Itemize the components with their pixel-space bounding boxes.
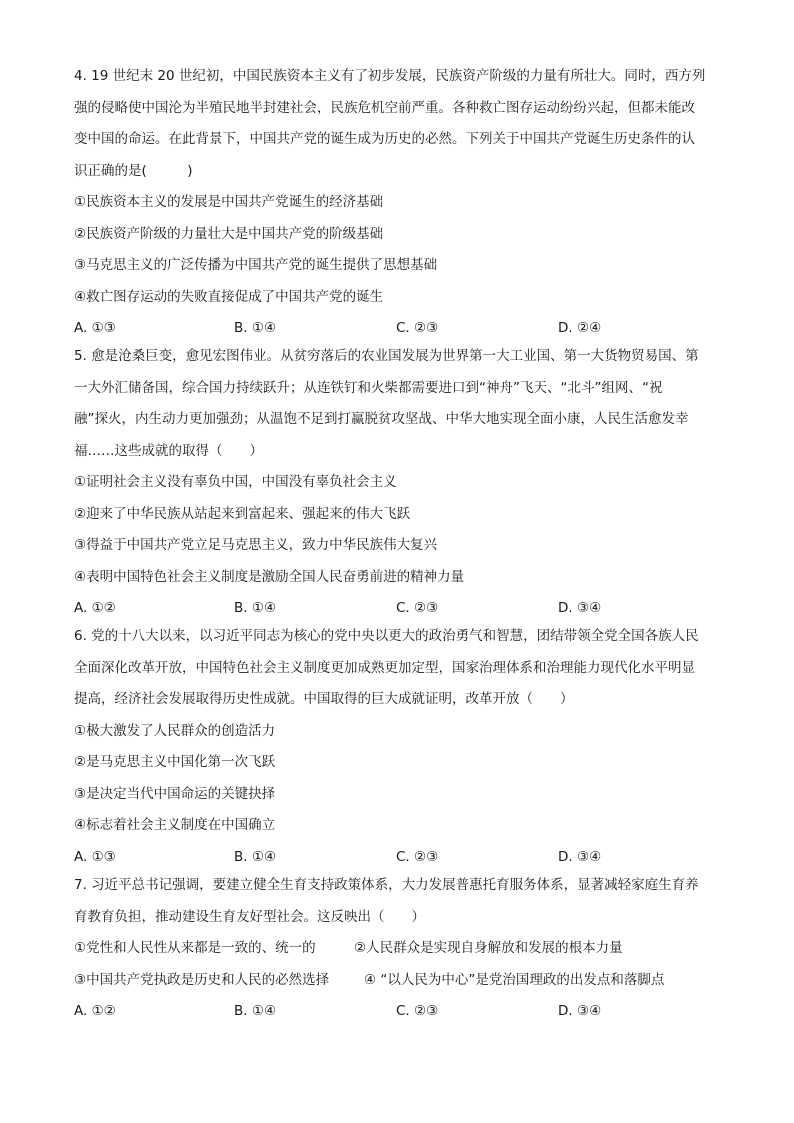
choice-a: A. ①② xyxy=(74,1003,116,1019)
choice-c: C. ②③ xyxy=(396,1003,439,1019)
answer-choices xyxy=(74,313,724,345)
question-stem-line: 全面深化改革开放，中国特色社会主义制度更加成熟更加定型，国家治理体系和治理能力现代化水平明显 xyxy=(74,659,695,676)
statement-option: ②人民群众是实现自身解放和发展的根本力量 xyxy=(354,940,623,956)
question-6 xyxy=(74,621,724,873)
question-stem-line: 福……这些成就的取得（ ） xyxy=(74,442,263,459)
question-stem-line: 变中国的命运。在此背景下，中国共产党的诞生成为历史的必然。下列关于中国共产党诞生历史条件的认 xyxy=(74,131,695,147)
answer-choices xyxy=(74,842,724,874)
question-7 xyxy=(74,870,724,1028)
statement-option: ②民族资产阶级的力量壮大是中国共产党的阶级基础 xyxy=(74,225,384,242)
statement-option: ①极大激发了人民群众的创造活力 xyxy=(74,722,276,739)
choice-d: D. ②④ xyxy=(558,320,602,336)
choice-c: C. ②③ xyxy=(396,320,439,336)
question-stem-line: 识正确的是( ) xyxy=(74,162,193,179)
statement-option: ③马克思主义的广泛传播为中国共产党的诞生提供了思想基础 xyxy=(74,257,438,273)
statement-option: ①证明社会主义没有辜负中国，中国没有辜负社会主义 xyxy=(74,474,397,490)
statement-option: ①党性和人民性从来都是一致的、统一的 xyxy=(74,940,316,956)
statement-option: ④ “以人民为中心”是党治国理政的出发点和落脚点 xyxy=(364,971,665,988)
statement-option-row xyxy=(74,965,724,997)
question-5 xyxy=(74,341,724,625)
question-stem-line: 提高，经济社会发展取得历史性成就。中国取得的巨大成就证明，改革开放（ ） xyxy=(74,691,574,707)
choice-c: C. ②③ xyxy=(396,600,439,616)
choice-b: B. ①④ xyxy=(234,848,277,865)
answer-choices xyxy=(74,593,724,625)
statement-option: ④标志着社会主义制度在中国确立 xyxy=(74,817,276,833)
statement-option: ④表明中国特色社会主义制度是激励全国人民奋勇前进的精神力量 xyxy=(74,568,465,585)
question-stem-line: 7. 习近平总书记强调，要建立健全生育支持政策体系，大力发展普惠托育服务体系，显著减轻家庭生育养 xyxy=(74,877,699,893)
statement-option: ②迎来了中华民族从站起来到富起来、强起来的伟大飞跃 xyxy=(74,505,411,522)
choice-a: A. ①③ xyxy=(74,320,116,336)
choice-d: D. ③④ xyxy=(558,848,602,865)
choice-a: A. ①③ xyxy=(74,848,116,865)
question-stem-line: 育教育负担，推动建设生育友好型社会。这反映出（ ） xyxy=(74,908,425,925)
statement-option: ③是决定当代中国命运的关键抉择 xyxy=(74,785,276,802)
choice-d: D. ③④ xyxy=(558,600,602,616)
question-stem-line: 5. 愈是沧桑巨变，愈见宏图伟业。从贫穷落后的农业国发展为世界第一大工业国、第一大货物贸易国、第 xyxy=(74,348,699,364)
question-stem-line: 6. 党的十八大以来，以习近平同志为核心的党中央以更大的政治勇气和智慧，团结带领全党全国各族人民 xyxy=(74,628,699,644)
choice-c: C. ②③ xyxy=(396,848,439,865)
choice-a: A. ①② xyxy=(74,600,116,616)
statement-option: ①民族资本主义的发展是中国共产党诞生的经济基础 xyxy=(74,194,384,210)
statement-option: ④救亡图存运动的失败直接促成了中国共产党的诞生 xyxy=(74,288,384,305)
choice-b: B. ①④ xyxy=(234,320,277,336)
question-stem-line: 一大外汇储备国，综合国力持续跃升；从连铁钉和火柴都需要进口到“神舟”飞天、“北斗”组网、“祝 xyxy=(74,379,663,396)
question-stem-line: 强的侵略使中国沦为半殖民地半封建社会，民族危机空前严重。各种救亡图存运动纷纷兴起，但都未能改 xyxy=(74,99,695,116)
choice-d: D. ③④ xyxy=(558,1003,602,1019)
statement-option: ③中国共产党执政是历史和人民的必然选择 xyxy=(74,971,330,988)
question-stem-line: 4. 19 世纪末 20 世纪初，中国民族资本主义有了初步发展，民族资产阶级的力量有所壮大。同时，西方列 xyxy=(74,68,706,84)
question-4 xyxy=(74,61,724,345)
answer-choices xyxy=(74,996,724,1028)
statement-option: ③得益于中国共产党立足马克思主义，致力中华民族伟大复兴 xyxy=(74,537,438,553)
statement-option: ②是马克思主义中国化第一次飞跃 xyxy=(74,754,276,770)
choice-b: B. ①④ xyxy=(234,1003,277,1019)
question-stem-line: 融”探火，内生动力更加强劲；从温饱不足到打赢脱贫攻坚战、中华大地实现全面小康，人民生活愈发幸 xyxy=(74,411,689,427)
statement-option-row xyxy=(74,933,724,965)
choice-b: B. ①④ xyxy=(234,600,277,616)
